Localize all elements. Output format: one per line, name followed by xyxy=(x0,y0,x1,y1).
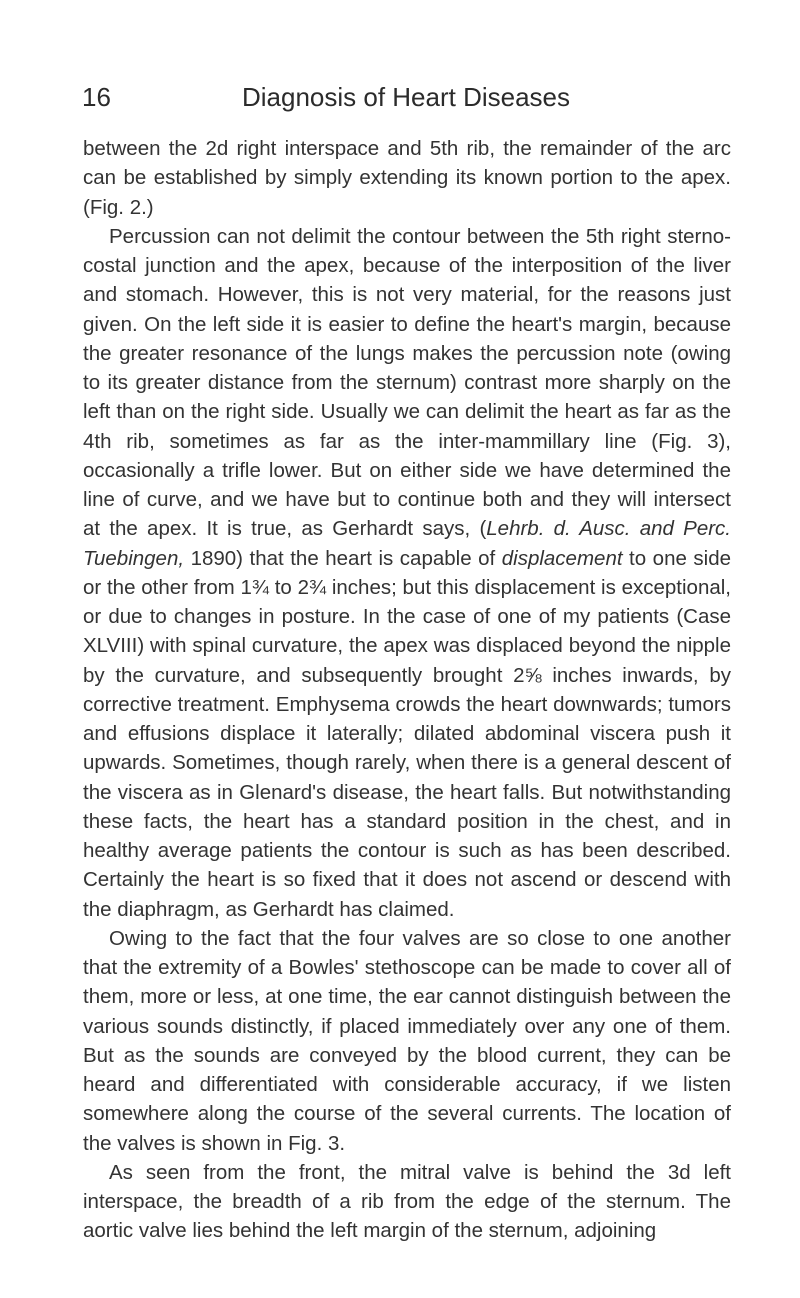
paragraph-1 xyxy=(83,134,731,222)
page-number: 16 xyxy=(82,82,111,112)
text-segment: As seen from the front, the mitral valve is behind the 3d left interspace, the breadth of a rib from the edge of the sternum. The aortic valve lies behind the left margin of the sternum, adjoining xyxy=(83,1160,731,1243)
emphasis-italic: displacement xyxy=(501,546,623,570)
text-segment: Percussion can not delimit the contour between the 5th right sterno-costal junction and the apex, because of the interposition of the liver and stomach. However, this is not very material, for the reasons just given. On the left side it is easier to define the heart's margin, because the greater resonance of the lungs makes the percussion note (owing to its greater distance from the sternum) contrast more sharply on the left than on the right side. Usually we can delimit the heart as far as the 4th rib, sometimes as far as the inter-mammillary line (Fig. 3), occasionally a trifle lower. But on either side we have determined the line of curve, and we have but to continue both and they will intersect at the apex. It is true, as Gerhardt says, ( xyxy=(83,224,731,541)
text-segment: to one side or the other from 1¾ to 2¾ inches; but this displacement is exceptional, or due to changes in posture. In the case of one of my patients (Case XLVIII) with spinal curvature, the apex was displaced beyond the nipple by the curvature, and subsequently brought 2⅝ inches inwards, by corrective treatment. Emphysema crowds the heart downwards; tumors and effusions displace it laterally; dilated abdominal viscera push it upwards. Sometimes, though rarely, when there is a general descent of the viscera as in Glenard's disease, the heart falls. But notwithstanding these facts, the heart has a standard position in the chest, and in healthy average patients the contour is such as has been described. Certainly the heart is so fixed that it does not ascend or descend with the diaphragm, as Gerhardt has claimed. xyxy=(83,546,731,921)
text-segment: Owing to the fact that the four valves are so close to one another that the extremity of a Bowles' stethoscope can be made to cover all of them, more or less, at one time, the ear cannot distinguish between the various sounds distinctly, if placed immediately over any one of them. But as the sounds are conveyed by the blood current, they can be heard and differentiated with considerable accuracy, if we listen somewhere along the course of the several currents. The location of the valves is shown in Fig. 3. xyxy=(83,926,731,1155)
citation-italic: Lehrb. d. Ausc. and Perc. Tuebingen, xyxy=(83,517,731,570)
paragraph-4 xyxy=(83,1158,731,1246)
running-title: Diagnosis of Heart Diseases xyxy=(241,82,571,112)
text-segment: 1890) that the heart is capable of xyxy=(184,546,502,570)
paragraph-3 xyxy=(83,924,731,1158)
page-header xyxy=(82,82,730,122)
body-text xyxy=(83,134,731,1246)
text-segment: between the 2d right interspace and 5th rib, the remainder of the arc can be established by simply extending its known portion to the apex. (Fig. 2.) xyxy=(83,137,731,219)
paragraph-2 xyxy=(83,222,731,924)
